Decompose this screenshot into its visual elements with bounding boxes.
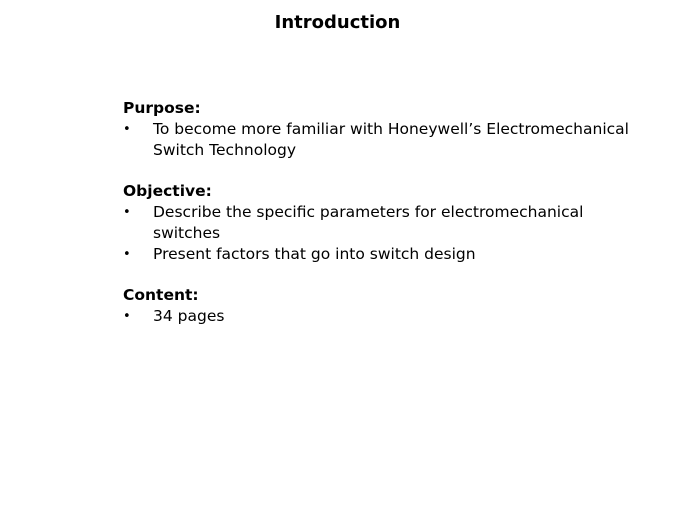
purpose-bullet-item [123,119,643,161]
objective-bullet-item [123,202,643,244]
objective-heading: Objective: [123,182,212,200]
purpose-bullet-list [123,119,643,161]
content-heading: Content: [123,286,199,304]
content-section [123,285,643,327]
purpose-section [123,98,643,161]
bullet-icon: • [123,309,131,324]
slide-content [123,98,643,347]
bullet-icon: • [123,122,131,137]
slide-title: Introduction [274,12,401,33]
objective-section [123,181,643,265]
purpose-heading: Purpose: [123,99,201,117]
content-bullet-text: 34 pages [153,307,225,325]
purpose-bullet-text: To become more familiar with Honeywell’s Electromechanical Switch Technology [153,120,629,159]
objective-bullet-text: Present factors that go into switch design [153,245,476,263]
objective-bullet-list [123,202,643,265]
bullet-icon: • [123,205,131,220]
bullet-icon: • [123,247,131,262]
objective-bullet-item [123,244,643,265]
content-bullet-list [123,306,643,327]
objective-bullet-text: Describe the specific parameters for electromechanical switches [153,203,584,242]
content-bullet-item [123,306,643,327]
